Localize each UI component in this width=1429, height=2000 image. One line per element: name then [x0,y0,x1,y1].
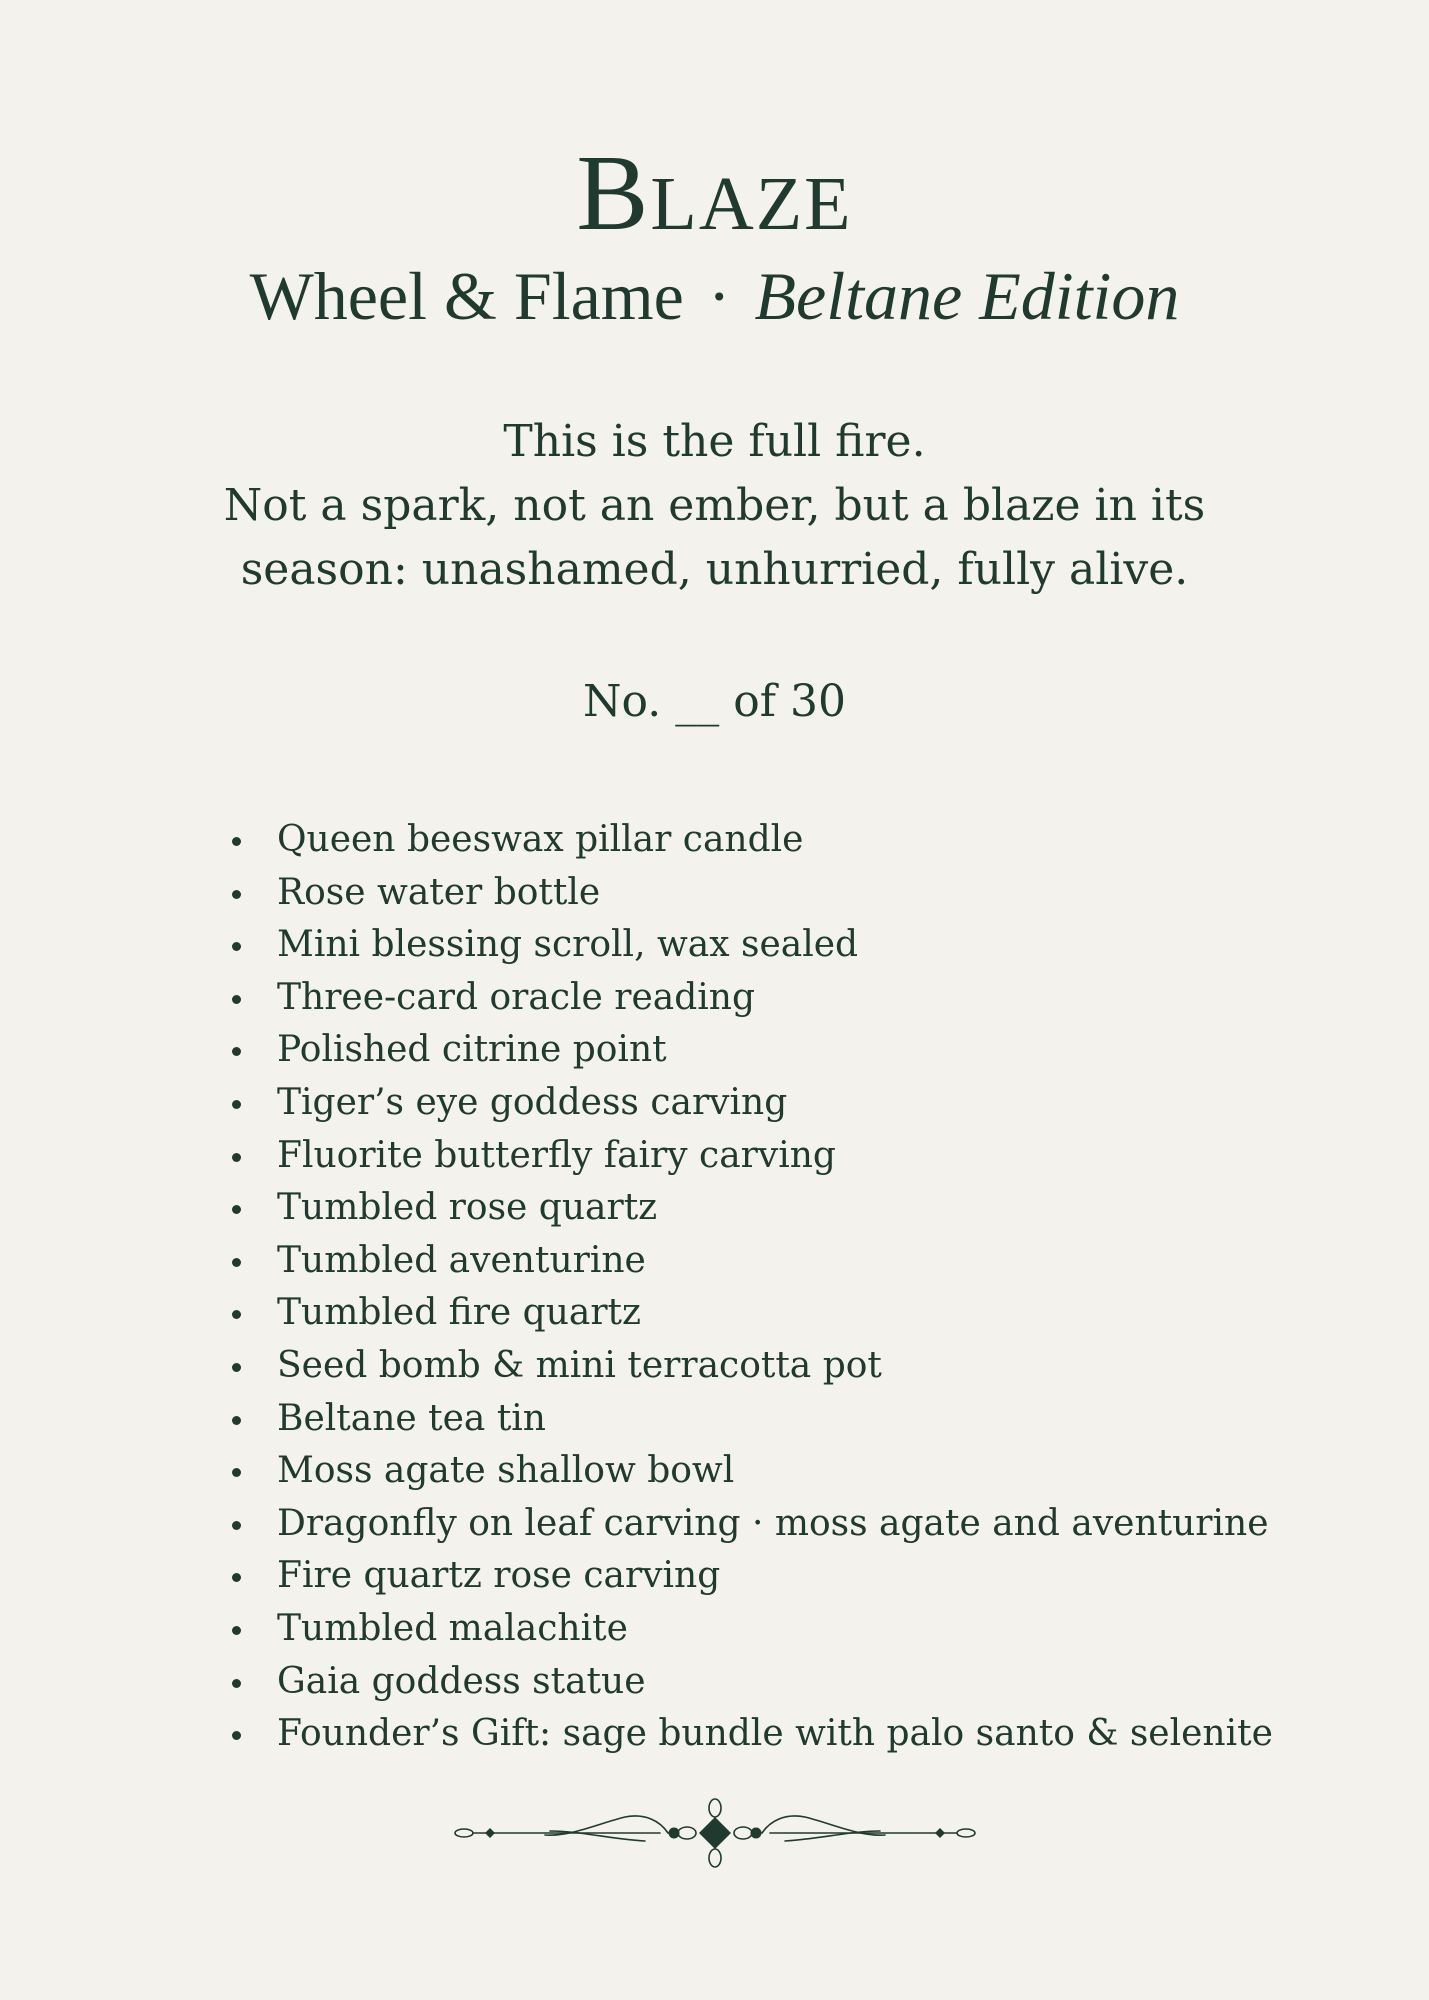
list-item: Seed bomb & mini terracotta pot [232,1340,1273,1393]
list-item: Tumbled fire quartz [232,1287,1273,1340]
flourish-divider-icon [450,1795,980,1870]
subtitle-separator: · [707,258,731,334]
list-item: Queen beeswax pillar candle [232,814,1273,867]
card-subtitle [0,258,1429,334]
list-item: Mini blessing scroll, wax sealed [232,919,1273,972]
edition-number: No. __ of 30 [583,676,846,727]
intro-line-2: Not a spark, not an ember, but a blaze in its [223,480,1206,531]
list-item: Beltane tea tin [232,1393,1273,1446]
list-item: Fire quartz rose carving [232,1550,1273,1603]
list-item: Founder’s Gift: sage bundle with palo santo & selenite [232,1708,1273,1761]
list-item: Tumbled rose quartz [232,1182,1273,1235]
list-item: Polished citrine point [232,1024,1273,1077]
subtitle-edition: Beltane Edition [754,258,1180,334]
intro-line-3: season: unashamed, unhurried, fully alive. [240,544,1189,595]
list-item: Three-card oracle reading [232,972,1273,1025]
list-item: Tiger’s eye goddess carving [232,1077,1273,1130]
list-item: Moss agate shallow bowl [232,1445,1273,1498]
subtitle-main: Wheel & Flame [249,258,684,334]
list-item: Fluorite butterfly fairy carving [232,1130,1273,1183]
list-item: Tumbled aventurine [232,1235,1273,1288]
contents-list [232,814,1273,1761]
list-item: Dragonfly on leaf carving · moss agate and aventurine [232,1498,1273,1551]
list-item: Gaia goddess statue [232,1656,1273,1709]
intro-line-1: This is the full fire. [503,416,926,467]
list-item: Rose water bottle [232,867,1273,920]
list-item: Tumbled malachite [232,1603,1273,1656]
card-title: Blaze [576,134,853,253]
intro-text [0,410,1429,602]
